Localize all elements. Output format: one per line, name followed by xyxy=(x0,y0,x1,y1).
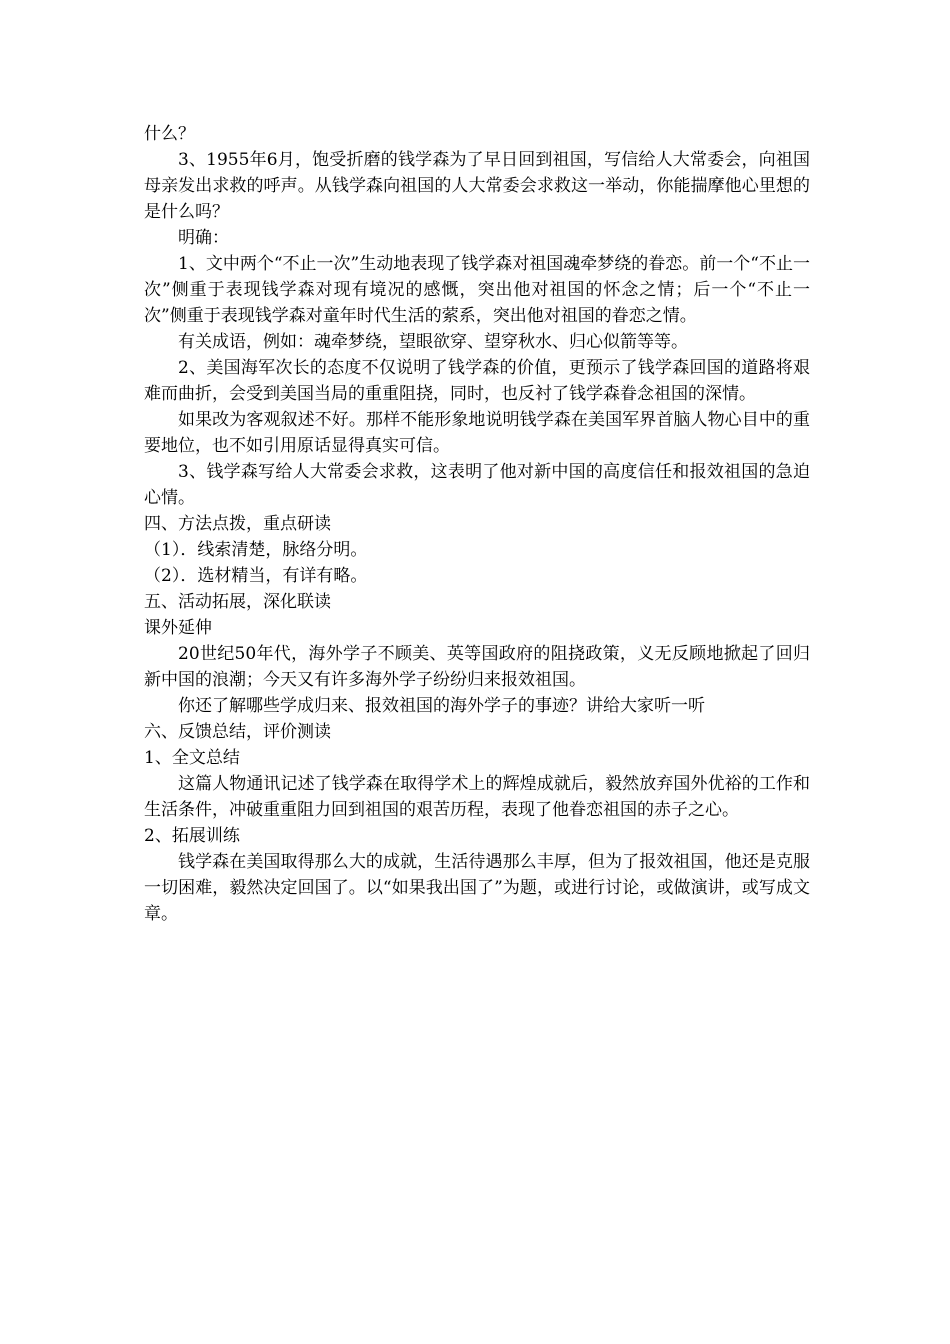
document-body xyxy=(144,121,810,927)
summary-subheading: 1、全文总结 xyxy=(144,748,240,768)
answer-1-paragraph: 1、文中两个“不止一次”生动地表现了钱学森对祖国魂牵梦绕的眷恋。前一个“不止一次”侧重于表现钱学森对现有境况的感慨，突出他对祖国的怀念之情；后一个“不止一次”侧重于表现钱学森对童年时代生活的萦系，突出他对祖国的眷恋之情。 xyxy=(144,254,810,326)
section-4-heading: 四、方法点拨，重点研读 xyxy=(144,514,331,534)
answer-label: 明确： xyxy=(178,228,229,248)
overseas-students-paragraph: 20世纪50年代，海外学子不顾美、英等国政府的阻挠政策，义无反顾地掀起了回归新中国的浪潮；今天又有许多海外学子纷纷归来报效祖国。 xyxy=(144,644,810,690)
training-subheading: 2、拓展训练 xyxy=(144,826,240,846)
training-paragraph: 钱学森在美国取得那么大的成就，生活待遇那么丰厚，但为了报效祖国，他还是克服一切困难，毅然决定回国了。以“如果我出国了”为题，或进行讨论，或做演讲，或写成文章。 xyxy=(144,852,810,924)
summary-paragraph: 这篇人物通讯记述了钱学森在取得学术上的辉煌成就后，毅然放弃国外优裕的工作和生活条件，冲破重重阻力回到祖国的艰苦历程，表现了他眷恋祖国的赤子之心。 xyxy=(144,774,810,820)
answer-2-paragraph: 2、美国海军次长的态度不仅说明了钱学森的价值，更预示了钱学森回国的道路将艰难而曲折，会受到美国当局的重重阻挠，同时，也反衬了钱学森眷念祖国的深情。 xyxy=(144,358,810,404)
method-point-2: （2）．选材精当，有详有略。 xyxy=(144,566,368,586)
objective-narration-paragraph: 如果改为客观叙述不好。那样不能形象地说明钱学森在美国军界首脑人物心目中的重要地位，也不如引用原话显得真实可信。 xyxy=(144,410,810,456)
question-3-paragraph: 3、1955年6月，饱受折磨的钱学森为了早日回到祖国，写信给人大常委会，向祖国母亲发出求救的呼声。从钱学森向祖国的人大常委会求救这一举动，你能揣摩他心里想的是什么吗？ xyxy=(144,150,810,222)
answer-3-paragraph: 3、钱学森写给人大常委会求救，这表明了他对新中国的高度信任和报效祖国的急迫心情。 xyxy=(144,462,810,508)
section-5-heading: 五、活动拓展，深化联读 xyxy=(144,592,331,612)
method-point-1: （1）．线索清楚，脉络分明。 xyxy=(144,540,368,560)
section-6-heading: 六、反馈总结，评价测读 xyxy=(144,722,331,742)
extension-subheading: 课外延伸 xyxy=(144,618,212,638)
share-stories-paragraph: 你还了解哪些学成归来、报效祖国的海外学子的事迹？讲给大家听一听 xyxy=(178,696,705,716)
idioms-paragraph: 有关成语，例如：魂牵梦绕，望眼欲穿、望穿秋水、归心似箭等等。 xyxy=(178,332,688,352)
paragraph-continuation: 什么？ xyxy=(144,124,195,144)
